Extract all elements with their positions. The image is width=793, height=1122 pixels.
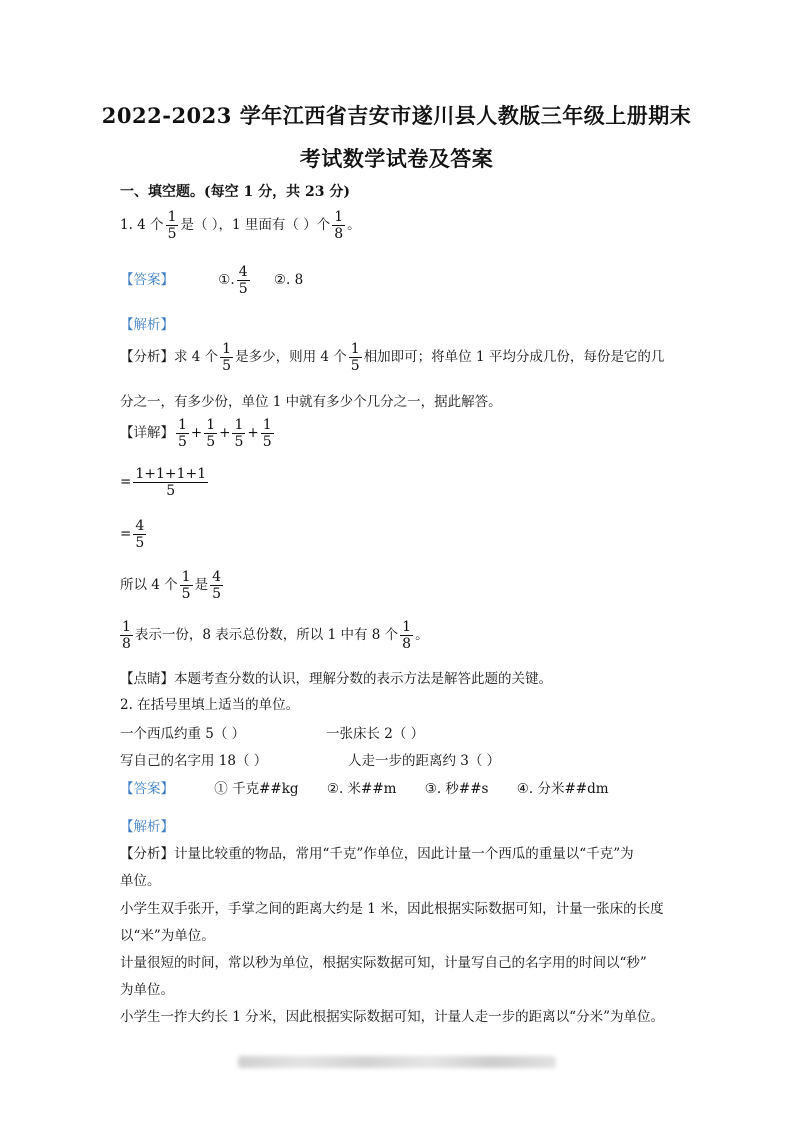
q1-suoyi: 所以 4 个 $\frac{1}{5}$ 是 $\frac{4}{5}$	[120, 569, 222, 603]
q2-row1b: 一张床长 2（ ）	[326, 726, 425, 742]
q2-line7: 小学生一拃大约长 1 分米，因此根据实际数据可知，计量人走一步的距离以“分米”为单位。	[120, 1009, 664, 1025]
q1-analysis-label: 【解析】	[120, 317, 174, 333]
fraction: $\frac{1}{8}$	[334, 209, 344, 243]
q2-analysis-label: 【解析】	[120, 819, 174, 835]
q1-dianjing: 【点睛】本题考查分数的认识，理解分数的表示方法是解答此题的关键。	[120, 671, 552, 687]
fraction: $\frac{1}{5}$	[167, 209, 177, 243]
document-title-line2: 考试数学试卷及答案	[299, 146, 494, 171]
q2-answer: 【答案】 ① 千克##kg ②. 米##m ③. 秒##s ④. 分米##dm	[120, 781, 609, 797]
q1-answer: 【答案】 ①. $\frac{4}{5}$ ②. 8	[120, 264, 304, 298]
blurred-footer-watermark	[238, 1056, 556, 1068]
q2-line2: 单位。	[120, 873, 161, 889]
q2-line3: 小学生双手张开，手掌之间的距离大约是 1 米，因此根据实际数据可知，计量一张床的长度	[120, 901, 664, 917]
question-1: 1. 4 个 $\frac{1}{5}$ 是（ ），1 里面有（ ）个 $\frac{1}{8}$ 。	[120, 209, 361, 243]
q1-xiangjie: 【详解】 $\frac{1}{5}$ + $\frac{1}{5}$ + $\frac{1}{5}$ + $\frac{1}{5}$	[120, 417, 272, 451]
q2-line1: 【分析】计量比较重的物品，常用“千克”作单位，因此计量一个西瓜的重量以“千克”为	[120, 846, 634, 862]
q1-step3: = $\frac{4}{5}$	[120, 518, 145, 552]
q2-line6: 为单位。	[120, 982, 174, 998]
q1-fenxi: 【分析】求 4 个 $\frac{1}{5}$ 是多少，则用 4 个 $\frac{1}{5}$ 相加即可；将单位 1 平均分成几份，每份是它的几	[120, 341, 665, 375]
q1-step2: = $\frac{1+1+1+1}{5}$	[120, 466, 207, 500]
q2-line4: 以“米”为单位。	[120, 928, 215, 944]
fraction: $\frac{4}{5}$	[238, 264, 248, 298]
document-title-line1: 2022-2023 学年江西省吉安市遂川县人教版三年级上册期末	[101, 103, 692, 128]
answer-label: 【答案】	[120, 272, 174, 289]
q1-fenxi-line2: 分之一，有多少份，单位 1 中就有多少个几分之一，据此解答。	[120, 394, 502, 410]
section-heading: 一、填空题。(每空 1 分，共 23 分)	[120, 184, 350, 200]
q2-row1a: 一个西瓜约重 5（ ）	[120, 726, 246, 742]
q2-row2a: 写自己的名字用 18（ ）	[120, 753, 268, 769]
question-2: 2. 在括号里填上适当的单位。	[120, 697, 300, 713]
q2-row2b: 人走一步的距离约 3（ ）	[348, 753, 501, 769]
answer-label: 【答案】	[120, 781, 174, 797]
q1-last: $\frac{1}{8}$ 表示一份，8 表示总份数，所以 1 中有 8 个 $\frac{1}{8}$ 。	[122, 619, 429, 653]
q2-line5: 计量很短的时间，常以秒为单位，根据实际数据可知，计量写自己的名字用的时间以“秒”	[120, 955, 647, 971]
